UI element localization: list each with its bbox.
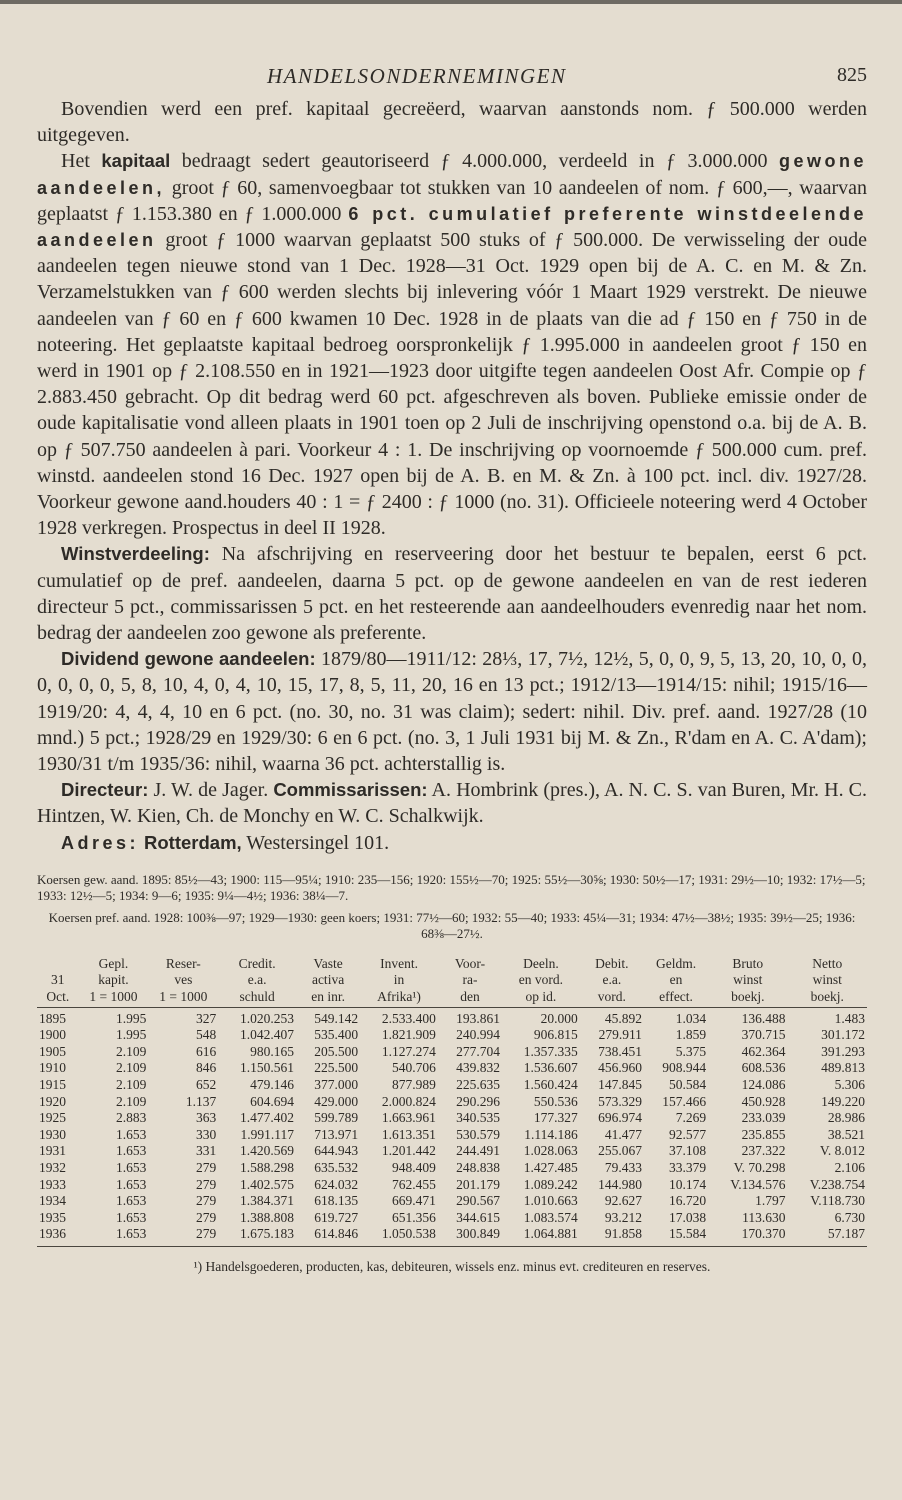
commissioners-text: A. Hombrink (pres.), A. N. C. S. van Buren, Mr. H. C. Hintzen, W. Kien, Ch. de Monchy en W. C. Schalkwijk. [37,779,868,828]
table-cell: 50.584 [668,1077,707,1093]
company-description [37,96,867,856]
financial-table [37,956,867,1247]
table-cell: 17.038 [668,1209,707,1225]
table-cell: V.118.730 [810,1193,865,1209]
table-cell: 644.943 [314,1143,359,1159]
table-cell: 15.584 [644,1226,708,1246]
table-cell: 279 [148,1226,218,1246]
table-row [37,1027,867,1044]
table-cell: 1.653 [116,1160,147,1176]
table-cell: 377.000 [314,1077,359,1093]
table-cell: 370.715 [741,1027,786,1043]
table-cell: 177.327 [533,1110,578,1126]
director-text: J. W. de Jager. [148,779,274,802]
director-label: Directeur: [61,779,149,801]
table-cell: 1.536.607 [523,1060,578,1076]
table-cell: 225.635 [456,1077,501,1093]
table-row [37,1177,867,1194]
table-header-cell: en vord. [518,972,564,988]
table-cell: 1.010.663 [523,1193,578,1209]
table-cell: 1.114.186 [524,1126,578,1142]
table-cell: 157.466 [662,1093,707,1109]
table-cell: 738.451 [598,1043,642,1059]
table-cell: 1.384.371 [240,1193,294,1209]
table-cell: 279 [196,1160,217,1176]
table-cell: 1.653 [116,1209,147,1225]
table-cell: 327 [196,1010,217,1026]
table-header-cell: en inr. [296,989,360,1007]
table-cell: 255.067 [598,1143,642,1159]
table-cell: 91.858 [580,1226,644,1246]
commissioners-label: Commissarissen: [273,779,428,801]
table-cell: 2.000.824 [381,1093,436,1109]
table-cell: 277.704 [456,1043,501,1059]
table-cell: 1915 [39,1077,66,1093]
table-cell: 1.991.117 [240,1126,294,1142]
dividend-paragraph [37,646,867,777]
table-cell: 330 [196,1126,217,1142]
table-cell: 1930 [39,1126,66,1142]
table-cell: 1.201.442 [381,1143,436,1159]
table-cell: 762.455 [392,1176,436,1192]
table-cell: V. 70.298 [733,1160,786,1176]
table-header-cell: schuld [218,989,296,1007]
table-cell: 846 [196,1060,217,1076]
table-cell: 549.142 [314,1010,359,1026]
table-header-cell: winst [812,972,842,988]
table-cell: 41.477 [604,1126,642,1142]
table-cell: 363 [196,1110,217,1126]
table-row [37,1193,867,1210]
page-header [37,58,867,96]
table-cell: 1920 [39,1093,66,1109]
table-cell: 1.653 [116,1126,147,1142]
table-cell: 1900 [39,1027,66,1043]
table-header-cell: Deeln. [523,955,559,971]
table-cell: 279 [196,1193,217,1209]
table-header-cell: op id. [502,989,580,1007]
table-cell: 877.989 [392,1077,436,1093]
table-cell: 391.293 [821,1043,865,1059]
table-cell: 429.000 [314,1093,359,1109]
table-cell: 205.500 [314,1043,359,1059]
financial-table-header [37,956,867,1007]
table-cell: 1932 [39,1160,66,1176]
table-cell: 233.039 [741,1110,786,1126]
table-cell: 279.911 [598,1027,642,1043]
profit-distribution-paragraph [37,541,867,646]
table-cell: 1.797 [755,1193,786,1209]
table-cell: 1.050.538 [360,1226,438,1246]
capital-paragraph [37,148,867,541]
capital-label: kapitaal [101,150,171,172]
common-share-quotes: Koersen gew. aand. 1895: 85½—43; 1900: 115—95¼; 1910: 235—156; 1920: 155½—70; 1925: 55½—30⅝; 1930: 50½—17; 1931: 29½—10; 1932: 17½—5; 1933: 12½—5; 1934: 9—6; 1935: 9¼—4½; 1936: 38¼—7. [37,871,866,903]
table-header-cell: Debit. [595,955,629,971]
address-label: Adres: [61,832,140,853]
table-cell: 651.356 [392,1209,436,1225]
table-cell: 124.086 [741,1077,786,1093]
table-cell: 92.627 [604,1193,642,1209]
table-header-cell: kapit. [98,972,129,988]
table-header-cell: Geldm. [655,955,697,971]
table-cell: 550.536 [533,1093,578,1109]
table-cell: 279 [196,1176,217,1192]
table-cell: 1.675.183 [218,1226,296,1246]
table-header-cell: winst [733,972,763,988]
table-row [37,1143,867,1160]
running-head: HANDELSONDERNEMINGEN [267,64,567,88]
table-header-cell: 1 = 1000 [79,989,149,1007]
table-cell: 1.653 [116,1193,147,1209]
table-cell: 16.720 [668,1193,707,1209]
table-cell: 1.137 [185,1093,217,1109]
table-cell: 93.212 [604,1209,642,1225]
table-cell: 1936 [37,1226,79,1246]
table-cell: 635.532 [314,1160,359,1176]
table-row [37,1044,867,1061]
table-header-cell: Voor- [454,955,486,971]
capital-text-a: Het [61,150,102,173]
table-header-cell: Vaste [313,955,343,971]
table-cell: 1.653 [116,1176,147,1192]
table-cell: 489.813 [821,1060,865,1076]
table-cell: 1.388.808 [240,1209,294,1225]
table-header-cell: 31 [51,972,65,988]
table-cell: 980.165 [250,1043,294,1059]
table-cell: 279 [196,1209,217,1225]
table-cell: 1935 [39,1209,66,1225]
table-cell: 1.402.575 [240,1176,294,1192]
table-cell: 1.995 [116,1010,147,1026]
table-header-row [37,972,867,989]
preferred-share-quotes: Koersen pref. aand. 1928: 100⅜—97; 1929—1930: geen koers; 1931: 77½—60; 1932: 55—40; 1933: 45¼—31; 1934: 47½—38½; 1935: 39½—25; 1936: 68⅜—27½. [48,909,856,941]
table-header-cell: Invent. [380,955,418,971]
table-header-cell: boekj. [708,989,787,1007]
table-header-cell: Bruto [732,955,764,971]
table-cell: 1.859 [675,1027,707,1043]
table-header-row [37,989,867,1007]
table-cell: 624.032 [314,1176,359,1192]
table-row [37,1007,867,1027]
table-cell: 6.730 [834,1209,865,1225]
table-cell: 37.108 [668,1143,707,1159]
table-cell: 540.706 [392,1060,436,1076]
table-cell: 1925 [39,1110,66,1126]
profit-distribution-label: Winstverdeeling: [61,543,210,565]
table-cell: 535.400 [314,1027,359,1043]
table-header-cell: Netto [812,955,843,971]
table-cell: 147.845 [598,1077,642,1093]
table-header-cell [37,956,79,973]
table-cell: 456.960 [598,1060,642,1076]
table-cell: 1.150.561 [240,1060,294,1076]
profit-distribution-text: Na afschrijving en reserveering door het bestuur te bepalen, eerst 6 pct. cumulatief op de pref. aandeelen, daarna 5 pct. op de gewone aandeelen en van de rest iederen directeur 5 pct., commissarissen 5 pct. en het resteerende aan aandeelhouders evenredig naar het nom. bedrag der aandeelen zoo gewone als preferente. [37,543,867,645]
table-cell: 2.109 [116,1077,147,1093]
table-cell: 1.653 [79,1226,149,1246]
table-cell: 652 [196,1077,217,1093]
table-header-cell: ra- [462,972,478,988]
table-cell: 79.433 [604,1160,642,1176]
table-header-cell: en [669,972,683,988]
page-number: 825 [837,64,867,86]
table-cell: 201.179 [456,1176,501,1192]
table-cell: 1.028.063 [523,1143,578,1159]
table-cell: 20.000 [540,1010,578,1026]
table-cell: 38.521 [827,1126,865,1142]
table-cell: 1.483 [834,1010,865,1026]
table-cell: V. 8.012 [819,1143,865,1159]
table-cell: 669.471 [392,1193,436,1209]
table-cell: 1931 [39,1143,66,1159]
table-cell: 301.172 [821,1027,865,1043]
table-header-cell: 1 = 1000 [148,989,218,1007]
financial-table-body [37,1007,867,1246]
table-cell: 1.427.485 [523,1160,578,1176]
table-cell: 300.849 [438,1226,502,1246]
table-cell: 1.034 [675,1010,707,1026]
table-cell: 2.109 [116,1043,147,1059]
table-cell: 144.980 [598,1176,642,1192]
table-cell: 1910 [39,1060,66,1076]
table-cell: 530.579 [456,1126,501,1142]
table-cell: 240.994 [456,1027,501,1043]
table-row [37,1060,867,1077]
table-cell: 248.838 [456,1160,501,1176]
table-cell: 604.694 [250,1093,294,1109]
preferred-shares-label: 6 pct. cumulatief preferente winstdeelende aandeelen [37,203,867,251]
table-row [37,1077,867,1094]
table-cell: 1.663.961 [381,1110,436,1126]
table-cell: 1.020.253 [240,1010,294,1026]
table-cell: 2.109 [116,1093,147,1109]
table-cell: 1.127.274 [381,1043,436,1059]
table-cell: 5.306 [834,1077,865,1093]
table-cell: 1.653 [116,1143,147,1159]
table-row [37,1094,867,1111]
table-header-cell: Afrika¹) [360,989,438,1007]
table-cell: 237.322 [741,1143,786,1159]
table-cell: 57.187 [788,1226,867,1246]
table-cell: 290.296 [456,1093,501,1109]
table-cell: 2.883 [116,1110,147,1126]
table-cell: 713.971 [314,1126,359,1142]
table-cell: 1.089.242 [523,1176,578,1192]
table-cell: 614.846 [296,1226,360,1246]
table-cell: 113.630 [742,1209,786,1225]
table-cell: 450.928 [741,1093,786,1109]
table-header-cell: effect. [644,989,708,1007]
table-cell: 7.269 [675,1110,707,1126]
table-cell: 948.409 [392,1160,436,1176]
table-cell: 462.364 [741,1043,786,1059]
table-row [37,1160,867,1177]
table-header-cell: den [438,989,502,1007]
table-cell: 340.535 [456,1110,501,1126]
table-cell: 290.567 [456,1193,501,1209]
table-header-cell: boekj. [788,989,867,1007]
table-cell: 1.357.335 [523,1043,578,1059]
table-cell: 608.536 [741,1060,786,1076]
address-text: Westersingel 101. [241,831,390,854]
table-cell: 906.815 [533,1027,578,1043]
table-cell: 1.613.351 [381,1126,436,1142]
table-cell: 2.106 [834,1160,865,1176]
table-cell: 149.220 [821,1093,865,1109]
table-cell: 225.500 [314,1060,359,1076]
table-cell: V.238.754 [809,1176,865,1192]
address-paragraph [37,830,867,856]
table-cell: 1.560.424 [523,1077,578,1093]
preferred-capital-paragraph: Bovendien werd een pref. kapitaal gecreëerd, waarvan aanstonds nom. ƒ 500.000 werden uitgegeven. [37,98,867,147]
table-cell: 5.375 [675,1043,707,1059]
table-cell: 235.855 [741,1126,786,1142]
table-cell: 2.533.400 [381,1010,436,1026]
footnote: ¹) Handelsgoederen, producten, kas, debiteuren, wissels enz. minus evt. crediteuren en reserves. [193,1258,711,1274]
table-row [37,1226,867,1246]
top-scan-edge [0,0,902,4]
table-header-cell: Reser- [165,955,201,971]
table-header-cell: in [393,972,405,988]
table-cell: 1.420.569 [240,1143,294,1159]
table-header-cell: vord. [580,989,644,1007]
table-cell: 1895 [39,1010,66,1026]
management-paragraph [37,777,867,829]
table-row [37,1127,867,1144]
table-header-cell: e.a. [602,972,622,988]
table-cell: 45.892 [604,1010,642,1026]
table-cell: 2.109 [116,1060,147,1076]
table-cell: 92.577 [668,1126,707,1142]
table-cell: 1934 [39,1193,66,1209]
table-header-cell: ves [174,972,193,988]
dividend-label: Dividend gewone aandeelen: [61,648,316,670]
table-cell: 170.370 [708,1226,787,1246]
table-cell: 599.789 [314,1110,359,1126]
table-header-cell: Credit. [238,955,276,971]
table-cell: 10.174 [668,1176,707,1192]
table-row [37,1110,867,1127]
capital-text-c: groot ƒ 60, samenvoegbaar tot stukken van 10 aandeelen of nom. ƒ 600,—, waarvan geplaatst ƒ 1.153.380 en ƒ 1.000.000 [37,176,867,225]
table-cell: 1.083.574 [523,1209,578,1225]
table-cell: 616 [196,1043,217,1059]
table-cell: 1.064.881 [502,1226,580,1246]
table-row [37,1210,867,1227]
common-shares-label: gewone aandeelen, [37,151,867,198]
table-cell: 1.477.402 [240,1110,294,1126]
table-cell: 331 [196,1143,217,1159]
table-cell: 1933 [39,1176,66,1192]
table-cell: 1.042.407 [240,1027,294,1043]
capital-text-b: bedraagt sedert geautoriseerd ƒ 4.000.000, verdeeld in ƒ 3.000.000 [170,150,779,173]
table-cell: 1.588.298 [240,1160,294,1176]
table-cell: 28.986 [827,1110,865,1126]
table-header-row [37,956,867,973]
table-header-cell: activa [311,972,345,988]
table-cell: 619.727 [314,1209,359,1225]
table-cell: 136.488 [741,1010,786,1026]
table-cell: V.134.576 [730,1176,786,1192]
table-cell: 344.615 [456,1209,501,1225]
table-cell: 193.861 [456,1010,501,1026]
table-cell: 439.832 [456,1060,501,1076]
table-cell: 573.329 [598,1093,642,1109]
table-header-cell: Gepl. [98,955,129,971]
address-city: Rotterdam, [144,831,242,853]
table-header-cell: e.a. [247,972,267,988]
table-cell: 696.974 [598,1110,642,1126]
capital-text-d: groot ƒ 1000 waarvan geplaatst 500 stuks of ƒ 500.000. De verwisseling der oude aandeelen tegen nieuwe stond van 1 Dec. 1928—31 Oct. 1929 open bij de A. C. en M. & Zn. Verzamelstukken van ƒ 600 werden slechts bij inlevering vóór 1 Maart 1929 verstrekt. De nieuwe aandeelen van ƒ 60 en ƒ 600 kwamen 10 Dec. 1928 in de plaats van die ad ƒ 150 en ƒ 750 in de noteering. Het geplaatste kapitaal bedroeg oorspronkelijk ƒ 1.995.000 in aandeelen groot ƒ 150 en werd in 1901 op ƒ 2.108.550 en in 1921—1923 door uitgifte tegen aandeelen Oost Afr. Compie op ƒ 2.883.450 gebracht. Op dit bedrag werd 60 pct. afgeschreven als boven. Publieke emissie onder de oude kapitalisatie vond alleen plaats in 1901 toen op 2 Juli de inschrijving openstond o.a. bij de A. B. op ƒ 507.750 aandeelen à pari. Voorkeur 4 : 1. De inschrijving op voornoemde ƒ 500.000 cum. pref. winstd. aandeelen stond 16 Dec. 1927 open bij de A. B. en M. & Zn. à 100 pct. incl. div. 1927/28. Voorkeur gewone aand.houders 40 : 1 = ƒ 2400 : ƒ 1000 (no. 31). Officieele noteering werd 4 October 1928 verkregen. Prospectus in deel II 1928. [37,229,867,540]
table-cell: 548 [196,1027,217,1043]
table-header-cell: Oct. [37,989,79,1007]
table-cell: 908.944 [662,1060,707,1076]
table-cell: 618.135 [314,1193,359,1209]
table-cell: 1905 [39,1043,66,1059]
book-page [37,58,867,1275]
table-cell: 1.995 [116,1027,147,1043]
table-cell: 479.146 [250,1077,294,1093]
table-cell: 33.379 [668,1160,707,1176]
table-cell: 244.491 [456,1143,501,1159]
dividend-text: 1879/80—1911/12: 28⅓, 17, 7½, 12½, 5, 0, 0, 9, 5, 13, 20, 10, 0, 0, 0, 0, 0, 0, 5, 8, 10, 4, 0, 4, 10, 15, 17, 8, 5, 11, 20, 16 en 13 pct.; 1912/13—1914/15: nihil; 1915/16—1919/20: 4, 4, 4, 10 en 6 pct. (no. 30, no. 31 was claim); sedert: nihil. Div. pref. aand. 1927/28 (10 mnd.) 5 pct.; 1928/29 en 1929/30: 6 en 6 pct. (no. 3, 1 Juli 1931 bij M. & Zn., R'dam en A. C. A'dam); 1930/31 t/m 1935/36: nihil, waarna 36 pct. achterstallig is. [37,648,867,776]
table-cell: 1.821.909 [381,1027,436,1043]
